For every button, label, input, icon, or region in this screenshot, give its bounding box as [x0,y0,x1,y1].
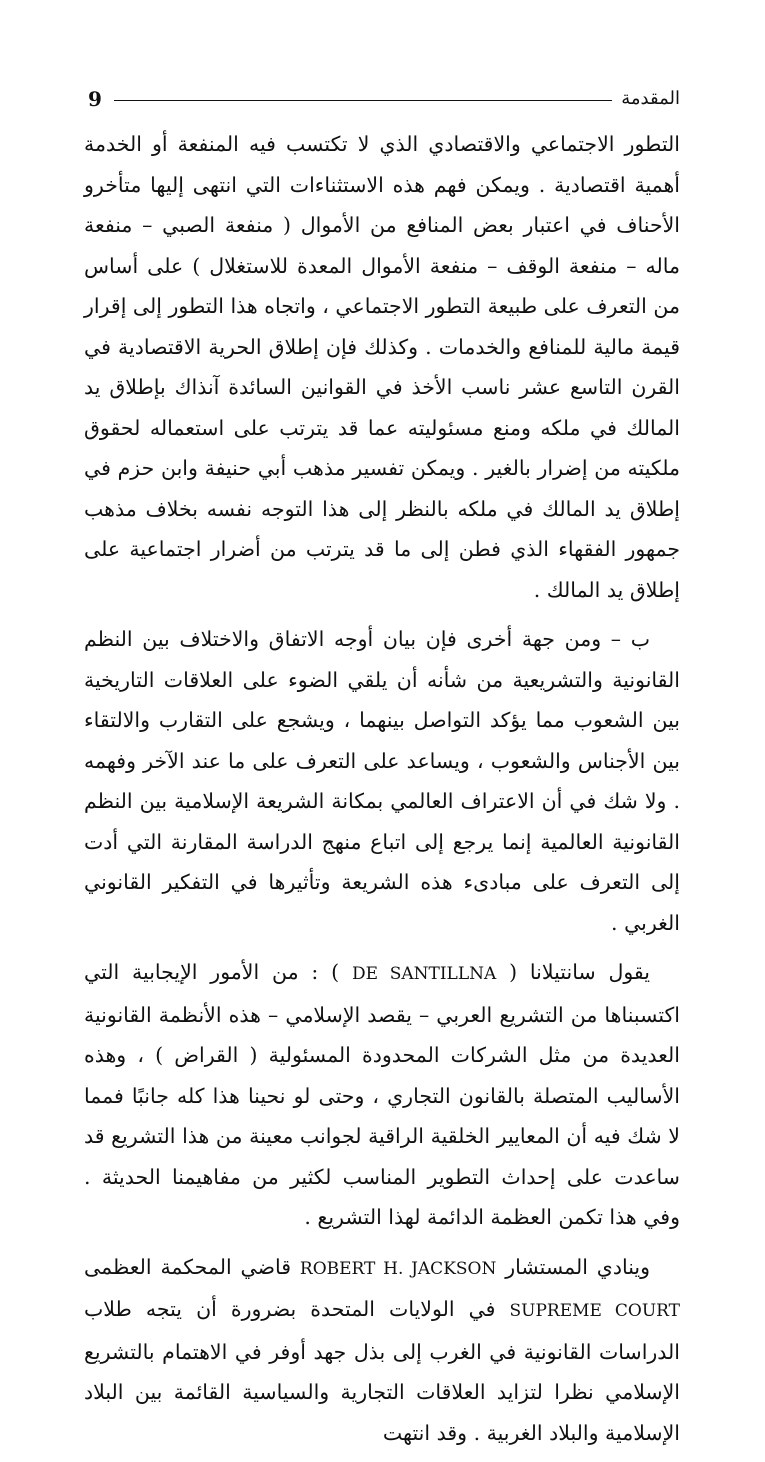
paragraph-4-before: وينادي المستشار [496,1254,650,1279]
paragraph-3 [84,952,680,1238]
page-number: 9 [88,87,102,111]
paragraph-4 [84,1247,680,1454]
paragraph-3-after: ) : من الأمور الإيجابية التي اكتسبناها من التشريع العربي – يقصد الإسلامي – هذه الأنظمة القانونية العديدة من مثل الشركات المحدودة المسئولية ( القراض ) ، وهذه الأساليب المتصلة بالقانون التجاري ، وحتى لو نحينا هذا كله جانبًا فمما لا شك فيه أن المعايير الخلقية الراقية لجوانب معينة من هذا التشريع قد ساعدت على إحداث التطوير المناسب لكثير من مفاهيمنا الحديثة . وفي هذا تكمن العظمة الدائمة لهذا التشريع . [84,960,680,1229]
paragraph-4-middle: قاضي المحكمة العظمى [84,1254,300,1279]
paragraph-4-latin-court: SUPREME COURT [509,1301,681,1321]
body-text [84,124,680,1462]
paragraph-3-latin-name: DE SANTILLNA [351,964,497,984]
paragraph-2-text: ب – ومن جهة أخرى فإن بيان أوجه الاتفاق والاختلاف بين النظم القانونية والتشريعية من شأنه أن يلقي الضوء على العلاقات التاريخية بين الشعوب مما يؤكد التواصل بينهما ، ويشجع على التقارب والالتقاء بين الأجناس والشعوب ، ويساعد على التعرف على ما عند الآخر وفهمه . ولا شك في أن الاعتراف العالمي بمكانة الشريعة الإسلامية بين النظم القانونية العالمية إنما يرجع إلى اتباع منهج الدراسة المقارنة التي أدت إلى التعرف على مبادىء هذه الشريعة وتأثيرها في التفكير القانوني الغربي . [84,627,680,935]
paragraph-1 [84,124,680,610]
paragraph-2 [84,619,680,943]
header-rule [114,100,612,101]
paragraph-3-before: يقول سانتيلانا ( [496,960,651,984]
page-header [88,86,680,112]
paragraph-1-text: التطور الاجتماعي والاقتصادي الذي لا تكتسب فيه المنفعة أو الخدمة أهمية اقتصادية . ويمكن فهم هذه الاستثناءات التي انتهى إليها متأخرو الأحناف في اعتبار بعض المنافع من الأموال ( منفعة الصبي – منفعة ماله – منفعة الوقف – منفعة الأموال المعدة للاستغلال ) على أساس من التعرف على طبيعة التطور الاجتماعي ، واتجاه هذا التطور إلى إقرار قيمة مالية للمنافع والخدمات . وكذلك فإن إطلاق الحرية الاقتصادية في القرن التاسع عشر ناسب الأخذ في القوانين السائدة آنذاك بإطلاق يد المالك في ملكه ومنع مسئوليته عما قد يترتب على استعماله لحقوق ملكيته من إضرار بالغير . ويمكن تفسير مذهب أبي حنيفة وابن حزم في إطلاق يد المالك في ملكه بالنظر إلى هذا التوجه نفسه بخلاف مذهب جمهور الفقهاء الذي فطن إلى ما قد يترتب من أضرار اجتماعية على إطلاق يد المالك . [84,132,680,602]
paragraph-4-latin-name: ROBERT H. JACKSON [299,1258,497,1279]
paragraph-4-after: في الولايات المتحدة بضرورة أن يتجه طلاب الدراسات القانونية في الغرب إلى بذل جهد أوفر في الاهتمام بالتشريع الإسلامي نظرا لتزايد العلاقات التجارية والسياسية القائمة بين البلاد الإسلامية والبلاد الغربية . وقد انتهت [84,1297,680,1445]
running-title: المقدمة [621,88,680,109]
